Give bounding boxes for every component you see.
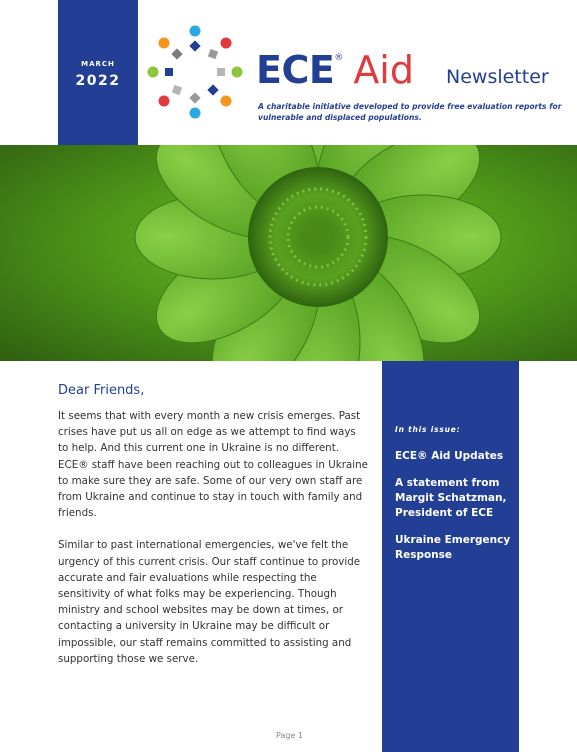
brand-ece: ECE xyxy=(256,48,335,92)
brand-registered: ® xyxy=(334,53,344,63)
sidebar-list xyxy=(395,449,515,575)
ece-logo-icon xyxy=(145,22,245,122)
brand-aid: Aid xyxy=(353,48,414,92)
brand-newsletter: Newsletter xyxy=(446,66,549,88)
brand-title xyxy=(256,48,549,92)
issue-year: 2022 xyxy=(75,73,121,89)
sidebar-item-ukraine-response[interactable]: Ukraine Emergency Response xyxy=(395,534,511,561)
sidebar-label: In this issue: xyxy=(395,425,461,434)
flower-icon xyxy=(0,145,577,361)
tagline: A charitable initiative developed to provide free evaluation reports for vulnerable and displaced populations. xyxy=(258,102,562,122)
sidebar-item-statement[interactable]: A statement from Margit Schatzman, President of ECE xyxy=(395,477,507,519)
date-block xyxy=(58,0,138,145)
letter-greeting: Dear Friends, xyxy=(58,383,145,398)
letter-body xyxy=(58,383,368,683)
sidebar-item-aid-updates[interactable]: ECE® Aid Updates xyxy=(395,450,504,462)
issue-month: MARCH xyxy=(81,60,115,68)
hero-flower-image xyxy=(0,145,577,361)
in-this-issue-sidebar xyxy=(382,361,519,752)
page-number: Page 1 xyxy=(276,731,303,740)
letter-paragraph: Similar to past international emergencies, we've felt the urgency of this current crisis. Our staff continue to provide accurate and fair evaluations while respecting the sensitivity of what folks may be experiencing. Though ministry and school websites may be down at times, or contacting a university in Ukraine may be difficult or impossible, our staff remains committed to assisting and supporting those we serve. xyxy=(58,539,361,665)
letter-paragraph: It seems that with every month a new crisis emerges. Past crises have put us all on edge as we attempt to find ways to help. And this current one in Ukraine is no different. ECE® staff have been reaching out to colleagues in Ukraine to make sure they are safe. Some of our very own staff are from Ukraine and continue to stay in touch with family and friends. xyxy=(58,410,368,520)
